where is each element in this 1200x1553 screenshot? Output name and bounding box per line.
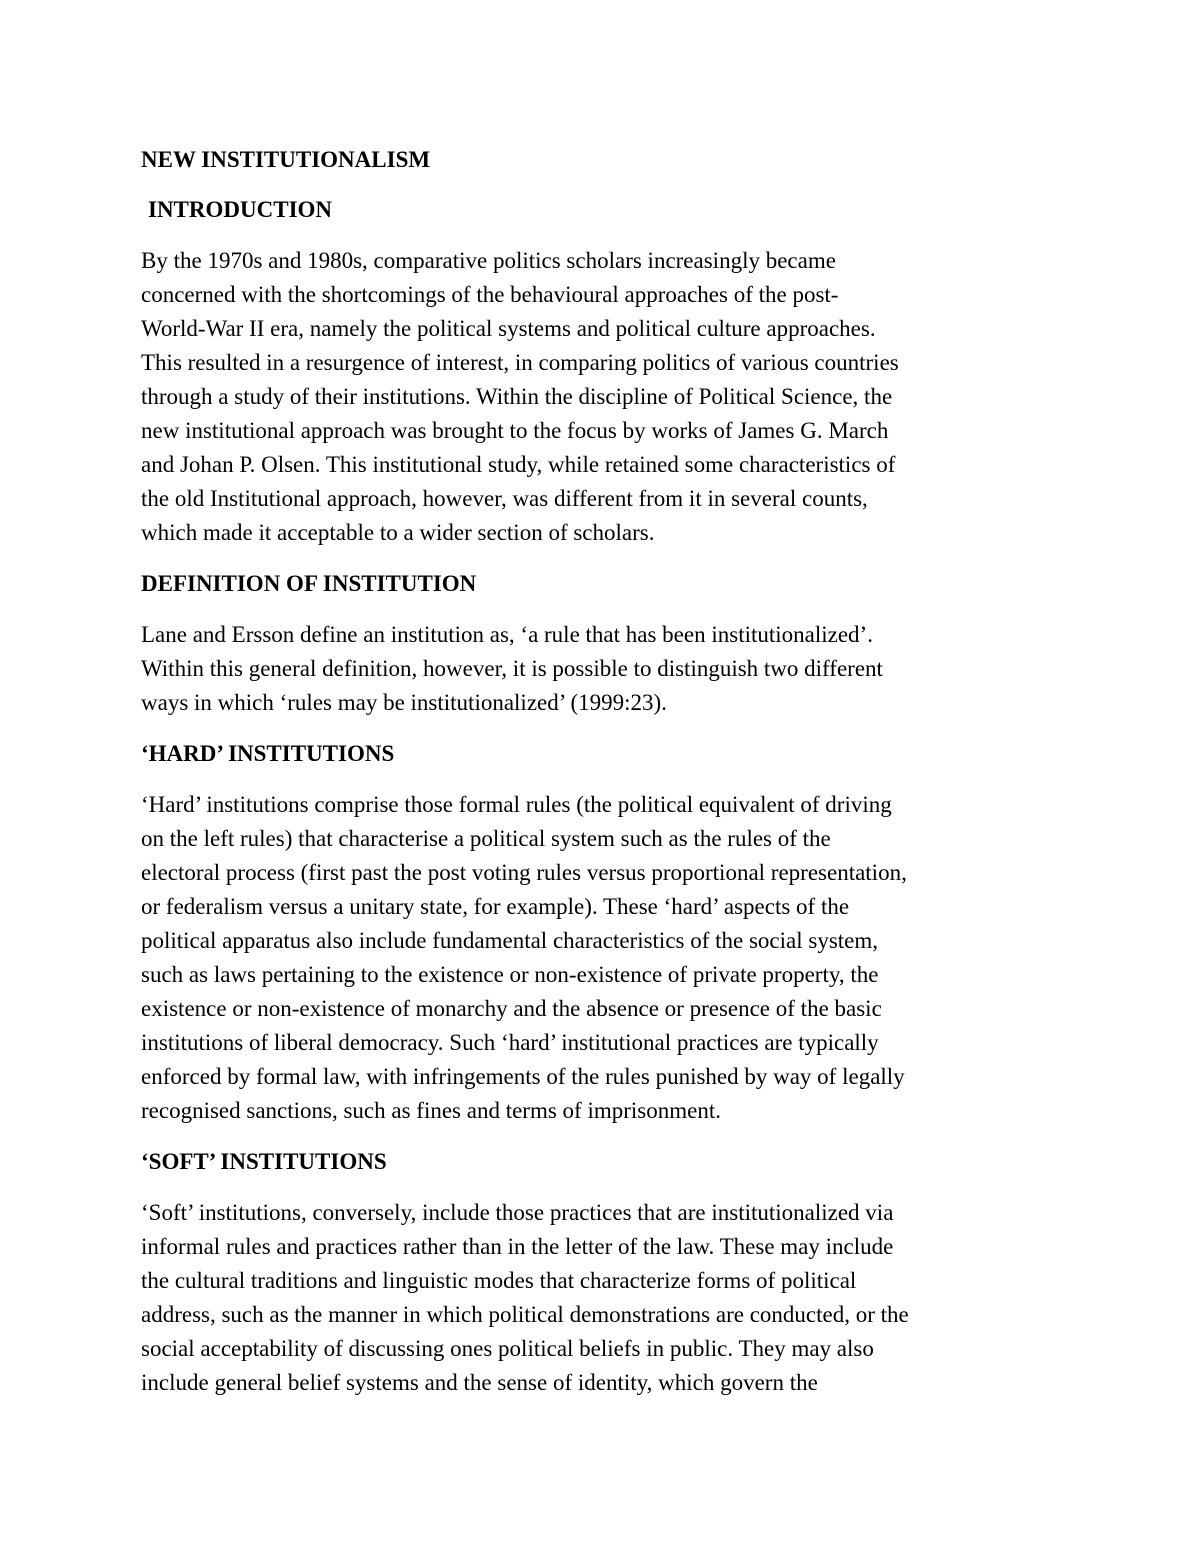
paragraph-line: Within this general definition, however, it is possible to distinguish two different	[141, 656, 883, 681]
paragraph-line: ‘Hard’ institutions comprise those formal rules (the political equivalent of driving	[141, 792, 892, 817]
paragraph-line: By the 1970s and 1980s, comparative politics scholars increasingly became	[141, 248, 836, 273]
paragraph-line: existence or non-existence of monarchy and the absence or presence of the basic	[141, 996, 882, 1021]
hard-institutions-paragraph	[141, 788, 1066, 1128]
paragraph-line: address, such as the manner in which political demonstrations are conducted, or the	[141, 1302, 909, 1327]
paragraph-line: World-War II era, namely the political systems and political culture approaches.	[141, 316, 876, 341]
paragraph-line: new institutional approach was brought to the focus by works of James G. March	[141, 418, 889, 443]
paragraph-line: informal rules and practices rather than in the letter of the law. These may include	[141, 1234, 894, 1259]
paragraph-line: Lane and Ersson define an institution as, ‘a rule that has been institutionalized’.	[141, 622, 873, 647]
paragraph-line: ‘Soft’ institutions, conversely, include those practices that are institutionalized via	[141, 1200, 894, 1225]
definition-paragraph	[141, 618, 1066, 720]
paragraph-line: include general belief systems and the sense of identity, which govern the	[141, 1370, 818, 1395]
hard-institutions-heading: ‘HARD’ INSTITUTIONS	[141, 741, 395, 766]
document-body	[141, 143, 1066, 1417]
paragraph-line: or federalism versus a unitary state, for example). These ‘hard’ aspects of the	[141, 894, 850, 919]
paragraph-line: which made it acceptable to a wider section of scholars.	[141, 520, 655, 545]
paragraph-line: institutions of liberal democracy. Such ‘hard’ institutional practices are typically	[141, 1030, 879, 1055]
definition-heading: DEFINITION OF INSTITUTION	[141, 571, 477, 596]
introduction-heading: INTRODUCTION	[148, 197, 333, 222]
document-title: NEW INSTITUTIONALISM	[141, 147, 431, 172]
soft-institutions-heading: ‘SOFT’ INSTITUTIONS	[141, 1149, 387, 1174]
paragraph-line: ways in which ‘rules may be institutionalized’ (1999:23).	[141, 690, 667, 715]
paragraph-line: enforced by formal law, with infringements of the rules punished by way of legally	[141, 1064, 905, 1089]
paragraph-line: such as laws pertaining to the existence or non-existence of private property, the	[141, 962, 879, 987]
paragraph-line: through a study of their institutions. Within the discipline of Political Science, the	[141, 384, 893, 409]
paragraph-line: on the left rules) that characterise a political system such as the rules of the	[141, 826, 831, 851]
paragraph-line: electoral process (first past the post voting rules versus proportional representation,	[141, 860, 907, 885]
paragraph-line: concerned with the shortcomings of the behavioural approaches of the post-	[141, 282, 839, 307]
paragraph-line: political apparatus also include fundamental characteristics of the social system,	[141, 928, 879, 953]
paragraph-line: social acceptability of discussing ones political beliefs in public. They may also	[141, 1336, 874, 1361]
paragraph-line: the cultural traditions and linguistic modes that characterize forms of political	[141, 1268, 857, 1293]
paragraph-line: the old Institutional approach, however, was different from it in several counts,	[141, 486, 868, 511]
soft-institutions-paragraph	[141, 1196, 1066, 1400]
paragraph-line: and Johan P. Olsen. This institutional study, while retained some characteristics of	[141, 452, 896, 477]
paragraph-line: recognised sanctions, such as fines and terms of imprisonment.	[141, 1098, 721, 1123]
introduction-paragraph	[141, 244, 1066, 550]
paragraph-line: This resulted in a resurgence of interest, in comparing politics of various countries	[141, 350, 899, 375]
